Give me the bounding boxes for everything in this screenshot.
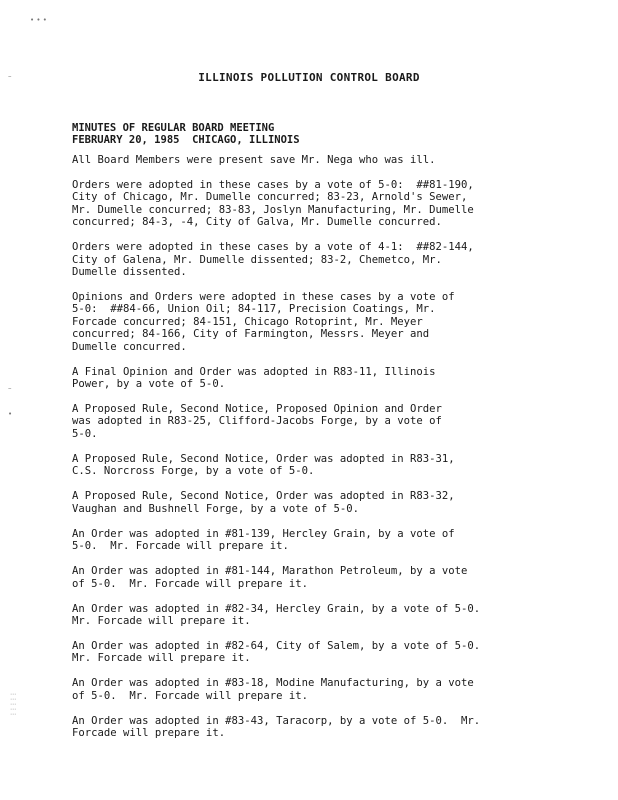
paragraph-line: concurred; 84-3, -4, City of Galva, Mr. Dumelle concurred. (72, 216, 442, 229)
paragraph-line: Forcade concurred; 84-151, Chicago Rotoprint, Mr. Meyer (72, 315, 423, 328)
paragraph-line: Orders were adopted in these cases by a vote of 5-0: ##81-190, (72, 179, 474, 191)
paragraph-line: Vaughan and Bushnell Forge, by a vote of 5-0. (72, 502, 360, 515)
minutes-paragraph (72, 528, 552, 553)
scan-speck: ⋯ ⋯ ⋯ ⋯ ⋯ (10, 691, 16, 718)
paragraph-line: Forcade will prepare it. (72, 727, 226, 740)
paragraph-line: An Order was adopted in #83-18, Modine Manufacturing, by a vote (72, 677, 474, 690)
paragraph-line: was adopted in R83-25, Clifford-Jacobs Forge, by a vote of (72, 415, 442, 428)
paragraph-line: 5-0. (72, 427, 98, 440)
minutes-paragraph (72, 154, 552, 166)
paragraph-line: A Proposed Rule, Second Notice, Proposed Opinion and Order (72, 403, 442, 416)
paragraph-line: Dumelle dissented. (72, 266, 187, 279)
minutes-paragraph (72, 366, 552, 391)
scan-speck: – (8, 72, 12, 80)
minutes-paragraph (72, 291, 552, 353)
paragraph-line: Power, by a vote of 5-0. (72, 378, 226, 391)
paragraph-line: Mr. Dumelle concurred; 83-83, Joslyn Manufacturing, Mr. Dumelle (72, 203, 474, 216)
paragraph-line: A Proposed Rule, Second Notice, Order was adopted in R83-31, (72, 452, 455, 465)
paragraph-line: An Order was adopted in #81-139, Hercley Grain, by a vote of (72, 527, 455, 540)
minutes-body (72, 154, 552, 752)
minutes-paragraph (72, 241, 552, 278)
paragraph-line: An Order was adopted in #82-64, City of Salem, by a vote of 5-0. (72, 639, 481, 652)
minutes-paragraph (72, 453, 552, 478)
paragraph-line: concurred; 84-166, City of Farmington, Messrs. Meyer and (72, 328, 430, 341)
minutes-paragraph (72, 565, 552, 590)
heading-line: MINUTES OF REGULAR BOARD MEETING (72, 122, 275, 134)
minutes-paragraph (72, 490, 552, 515)
paragraph-line: Opinions and Orders were adopted in these cases by a vote of (72, 291, 455, 304)
paragraph-line: of 5-0. Mr. Forcade will prepare it. (72, 689, 308, 702)
paragraph-line: Dumelle concurred. (72, 340, 187, 353)
scan-speck: • • • (30, 16, 47, 24)
paragraph-line: of 5-0. Mr. Forcade will prepare it. (72, 577, 308, 590)
minutes-paragraph (72, 640, 552, 665)
paragraph-line: 5-0: ##84-66, Union Oil; 84-117, Precision Coatings, Mr. (72, 303, 436, 316)
minutes-paragraph (72, 403, 552, 440)
paragraph-line: An Order was adopted in #81-144, Marathon Petroleum, by a vote (72, 565, 468, 578)
paragraph-line: All Board Members were present save Mr. Nega who was ill. (72, 154, 436, 166)
paragraph-line: Orders were adopted in these cases by a vote of 4-1: ##82-144, (72, 241, 474, 254)
paragraph-line: City of Chicago, Mr. Dumelle concurred; 83-23, Arnold's Sewer, (72, 191, 468, 204)
paragraph-line: 5-0. Mr. Forcade will prepare it. (72, 540, 289, 553)
minutes-paragraph (72, 677, 552, 702)
paragraph-line: An Order was adopted in #82-34, Hercley Grain, by a vote of 5-0. (72, 602, 481, 615)
scan-speck: • (8, 410, 13, 418)
meeting-heading (72, 122, 300, 146)
document-title: ILLINOIS POLLUTION CONTROL BOARD (198, 71, 420, 84)
paragraph-line: Mr. Forcade will prepare it. (72, 614, 251, 627)
paragraph-line: An Order was adopted in #83-43, Taracorp, by a vote of 5-0. Mr. (72, 714, 481, 727)
paragraph-line: Mr. Forcade will prepare it. (72, 652, 251, 665)
scan-speck: – (8, 384, 12, 392)
paragraph-line: A Proposed Rule, Second Notice, Order was adopted in R83-32, (72, 490, 455, 503)
heading-line: FEBRUARY 20, 1985 CHICAGO, ILLINOIS (72, 134, 300, 146)
minutes-paragraph (72, 179, 552, 229)
minutes-paragraph (72, 715, 552, 740)
paragraph-line: C.S. Norcross Forge, by a vote of 5-0. (72, 465, 315, 478)
minutes-paragraph (72, 603, 552, 628)
paragraph-line: City of Galena, Mr. Dumelle dissented; 83-2, Chemetco, Mr. (72, 253, 442, 266)
paragraph-line: A Final Opinion and Order was adopted in R83-11, Illinois (72, 365, 436, 378)
